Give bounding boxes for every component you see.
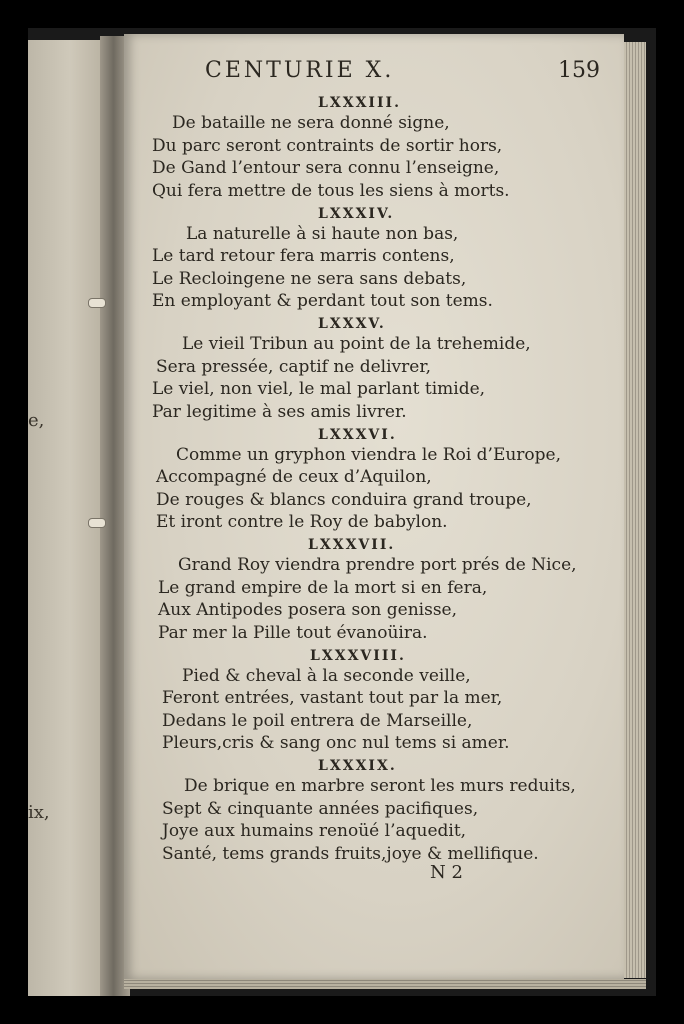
verse-line: Sera pressée, captif ne delivrer, <box>156 356 432 377</box>
verse-line: Le tard retour fera marris contens, <box>152 246 455 266</box>
verse-line: Le viel, non viel, le mal parlant timide, <box>152 379 486 399</box>
verse-number: LXXXV. <box>318 316 386 332</box>
left-page-fragment: ix, <box>28 802 50 823</box>
verse-line: La naturelle à si haute non bas, <box>186 223 459 244</box>
verse-line: Santé, tems grands fruits,joye & mellifique. <box>162 843 539 864</box>
verse-line: Le vieil Tribun au point de la trehemide, <box>182 334 531 354</box>
verse-number: LXXXIII. <box>318 95 401 111</box>
page-edges <box>624 42 646 978</box>
page-header <box>205 58 600 92</box>
verse-line: Pied & cheval à la seconde veille, <box>182 665 471 686</box>
verse-line: Le Recloingene ne sera sans debats, <box>152 268 467 289</box>
verse-line: De bataille ne sera donné signe, <box>172 113 450 133</box>
verse-line: En employant & perdant tout son tems. <box>152 291 493 311</box>
verse-line: Par legitime à ses amis livrer. <box>152 401 407 422</box>
verse-line: Feront entrées, vastant tout par la mer, <box>162 688 503 708</box>
page-number: 159 <box>558 58 600 83</box>
verse-line: Aux Antipodes posera son genisse, <box>158 600 458 620</box>
verse-line: Grand Roy viendra prendre port prés de Nice, <box>178 555 577 575</box>
verse-line: Pleurs,cris & sang onc nul tems si amer. <box>162 733 510 753</box>
verse-line: Et iront contre le Roy de babylon. <box>156 512 448 532</box>
verse-line: De Gand l’entour sera connu l’enseigne, <box>152 158 500 178</box>
verse-line: Le grand empire de la mort si en fera, <box>158 577 488 598</box>
binding-stitch <box>88 518 106 528</box>
verse-line: Accompagné de ceux d’Aquilon, <box>156 467 432 487</box>
verse-number: LXXXIV. <box>318 205 395 222</box>
verse-number: LXXXVIII. <box>310 647 406 664</box>
verse-line: Qui fera mettre de tous les siens à morts. <box>152 180 510 201</box>
verse-line: Du parc seront contraints de sortir hors, <box>152 135 503 156</box>
page-bottom-edge <box>124 979 646 989</box>
verse-line: Dedans le poil entrera de Marseille, <box>162 710 473 731</box>
verse-line: Par mer la Pille tout évanoüira. <box>158 622 428 643</box>
verse-number: LXXXIX. <box>318 758 397 774</box>
left-page-fragment: e, <box>28 410 45 431</box>
signature-mark: N 2 <box>430 862 463 883</box>
verse-line: Comme un gryphon viendra le Roi d’Europe, <box>176 444 562 465</box>
verse-line: De rouges & blancs conduira grand troupe, <box>156 489 532 510</box>
verse-line: De brique en marbre seront les murs reduits, <box>184 776 576 796</box>
verse-line: Joye aux humains renoüé l’aquedit, <box>162 821 467 841</box>
binding-stitch <box>88 298 106 308</box>
verse-number: LXXXVII. <box>308 537 396 553</box>
page-title: CENTURIE X. <box>205 58 395 83</box>
verse-number: LXXXVI. <box>318 426 397 443</box>
verse-line: Sept & cinquante années pacifiques, <box>162 798 479 819</box>
